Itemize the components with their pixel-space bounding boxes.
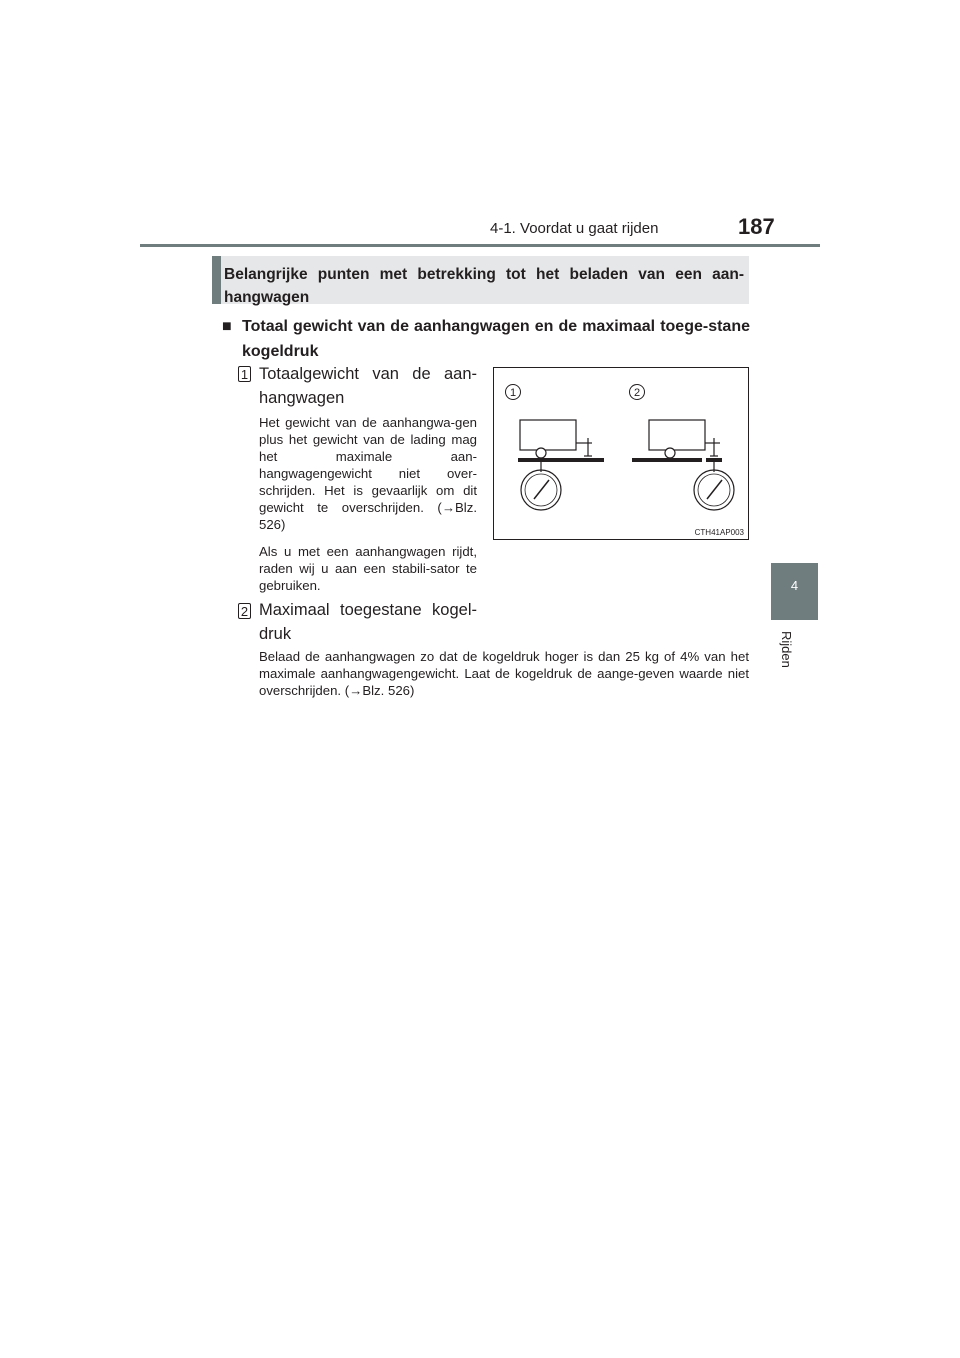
figure-label-1: 1 [505, 384, 521, 400]
square-bullet-icon: ■ [222, 318, 232, 335]
page-number: 187 [738, 214, 775, 239]
chapter-tab-number: 4 [790, 578, 799, 593]
header-rule [140, 244, 820, 247]
figure-code: CTH41AP003 [694, 528, 744, 537]
subsection-heading-text: Totaal gewicht van de aanhangwagen en de maximaal toege-stane kogeldruk [242, 318, 750, 360]
trailer-on-scale-illustration [518, 420, 734, 510]
running-header-section: 4-1. Voordat u gaat rijden [490, 220, 659, 237]
item-paragraph: Als u met een aanhangwagen rijdt, raden wij u aan een stabili-sator te gebruiken. [259, 544, 477, 593]
chapter-tab-label: Rijden [779, 631, 794, 668]
item-title: Maximaal toegestane kogel-druk [259, 601, 477, 643]
section-heading: Belangrijke punten met betrekking tot het beladen van een aan-hangwagen [224, 266, 744, 306]
item-title: Totaalgewicht van de aan-hangwagen [259, 365, 477, 407]
item-paragraph: Belaad de aanhangwagen zo dat de kogeldruk hoger is dan 25 kg of 4% van het maximale aanhangwagengewicht. Laat de kogeldruk de aange-geven waarde niet overschrijden. (→Blz. 526) [259, 649, 749, 698]
subsection-heading [222, 314, 750, 364]
trailer-weight-figure [493, 367, 749, 540]
trailer-scale-illustration [494, 368, 748, 539]
item-number-badge: 1 [238, 366, 251, 382]
figure-label-2: 2 [629, 384, 645, 400]
item-paragraph: Het gewicht van de aanhangwa-gen plus het gewicht van de lading mag het maximale aan-hangwagengewicht niet over-schrijden. Het is gevaarlijk om dit gewicht te overschrijden. (→Blz. 526) [259, 415, 477, 532]
item-number-badge: 2 [238, 603, 251, 619]
